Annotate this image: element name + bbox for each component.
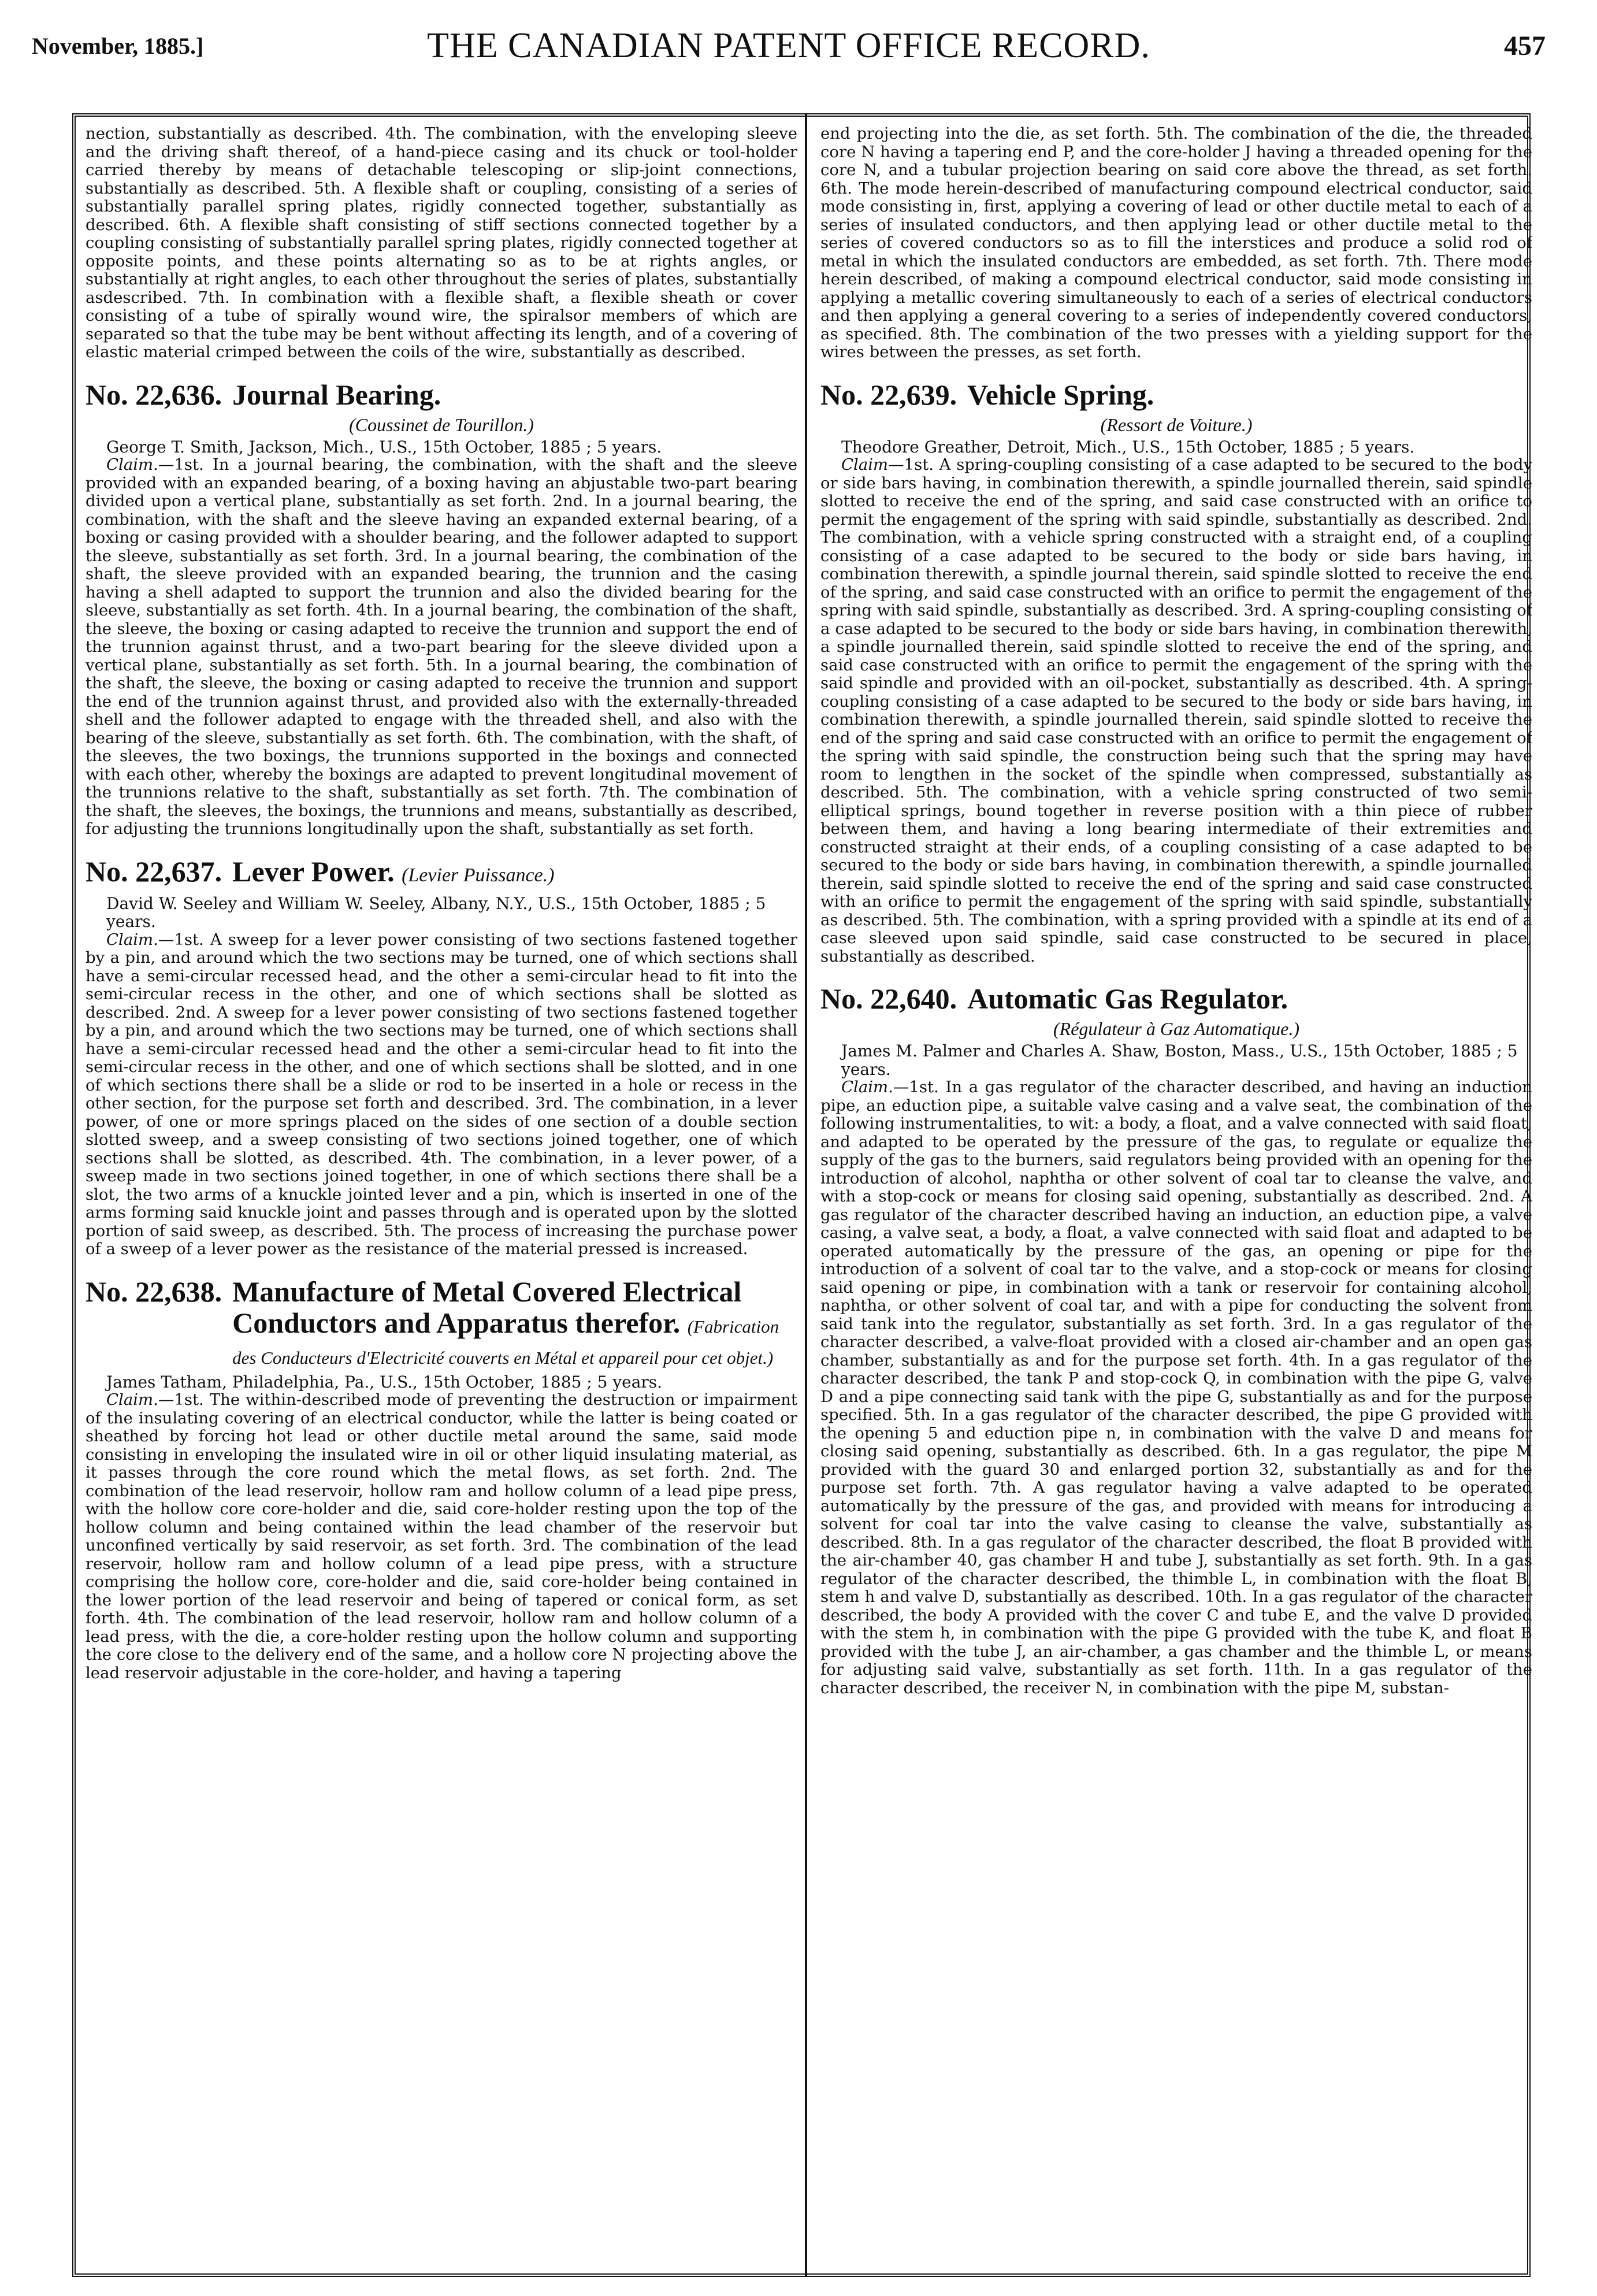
patent-heading (820, 379, 1532, 410)
issue-date: November, 1885.] (32, 33, 204, 59)
patent-heading (86, 379, 797, 410)
patent-heading (86, 1276, 797, 1370)
claims-body: —1st. In a journal bearing, the combination, with the shaft and the sleeve provided with an expanded bearing, of a boxing having an abjustable two-part bearing divided upon a vertical plane, substantially as set forth. 2nd. In a journal bearing, the combination, with the shaft and the sleeve having an expanded external bearing, of a boxing or casing provided with a shoulder bearing, and the follower adapted to support the sleeve, substantially as set forth. 3rd. In a journal bearing, the combination of the shaft, the sleeve provided with an expanded bearing, the trunnion and the casing having a shell adapted to support the trunnion and also the divided bearing for the sleeve, substantially as set forth. 4th. In a journal bearing, the combination of the shaft, the sleeve, the boxing or casing adapted to receive the trunnion and support the end of the trunnion against thrust, and a two-part bearing for the sleeve divided upon a vertical plane, substantially as set forth. 5th. In a journal bearing, the combination of the shaft, the sleeve, the boxing or casing adapted to receive the trunnion and support the end of the trunnion against thrust, and provided also with the externally-threaded shell and the follower adapted to engage with the threaded shell, and also with the bearing of the sleeve, substantially as set forth. 6th. The combination, with the shaft, of the sleeves, the two boxings, the trunnions supported in the boxings and connected with each other, whereby the boxings are adapted to prevent longitudinal movement of the trunnions relative to the shaft, substantially as set forth. 7th. The combination of the shaft, the sleeves, the boxings, the trunnions and means, substantially as described, for adjusting the trunnions longitudinally upon the shaft, substantially as set forth. (86, 455, 797, 838)
french-title: (Ressort de Voiture.) (1100, 414, 1253, 435)
claims-body: —1st. A spring-coupling consisting of a case adapted to be secured to the body or side bars having, in combination therewith, a spindle journalled therein, said spindle slotted to receive the end of the spring, and said case constructed with an orifice to permit the engagement of the spring with said spindle, substantially as described. 2nd. The combination, with a vehicle spring constructed with a straight end, of a coupling consisting of a case adapted to be secured to the body or side bars having, in combination therewith, a spindle journal therein, said spindle slotted to receive the end of the spring, and said case constructed with an orifice to permit the engagement of the spring with said spindle, substantially as described. 3rd. A spring-coupling consisting of a case adapted to be secured to the body or side bars having, in combination therewith, a spindle journalled therein, said spindle slotted to receive the end of the spring, and said case constructed with an orifice to permit the engagement of the spring with the said spindle and provided with an oil-pocket, substantially as described. 4th. A spring-coupling consisting of a case adapted to be secured to the body or side bars having, in combination therewith, a spindle journalled therein, said spindle slotted to receive the end of the spring and said case constructed with an orifice to permit the engagement of the spring with said spindle, the construction being such that the spring may have room to lengthen in the socket of the spindle when compressed, substantially as described. 5th. The combination, with a vehicle spring constructed of two semi-elliptical springs, bound together in reverse position with a thin piece of rubber between them, and having a long bearing intermediate of their extremities and constructed straight at their ends, of a coupling consisting of a case adapted to be secured to the body or side bars having, in combination therewith, a spindle journalled therein, said spindle slotted to receive the end of the spring and said case constructed with an orifice to permit the engagement of the spring with said spindle, substantially as described. 5th. The combination, with a spring provided with a spindle at its end of a case sleeved upon said spindle, said case constructed to be secured in place, substantially as described. (820, 455, 1532, 966)
patent-title: Vehicle Spring. (967, 378, 1154, 411)
inventor-line: James Tatham, Philadelphia, Pa., U.S., 15th October, 1885 ; 5 years. (106, 1372, 663, 1392)
inventor-line: James M. Palmer and Charles A. Shaw, Boston, Mass., U.S., 15th October, 1885 ; 5 years. (841, 1041, 1518, 1079)
claim-label: Claim. (106, 455, 158, 474)
french-title: (Fabrication des Conducteurs d'Electricité couverts en Métal et appareil pour cet objet.) (232, 1316, 779, 1368)
patent-number: No. 22,640. (820, 982, 957, 1015)
claims-text (86, 1391, 797, 1682)
inventor-line: Theodore Greather, Detroit, Mich., U.S., 15th October, 1885 ; 5 years. (841, 437, 1415, 457)
publication-title: THE CANADIAN PATENT OFFICE RECORD. (427, 26, 1150, 65)
patent-entry-22637 (86, 856, 797, 1259)
inventor-line: David W. Seeley and William W. Seeley, Albany, N.Y., U.S., 15th October, 1885 ; 5 years. (106, 893, 766, 931)
claim-label: Claim. (106, 1390, 158, 1409)
patent-number: No. 22,639. (820, 378, 957, 411)
column-divider (805, 113, 807, 2277)
claims-text (86, 931, 797, 1259)
patent-title: Automatic Gas Regulator. (967, 982, 1288, 1015)
patent-entry-22639 (820, 379, 1532, 966)
patent-entry-22640 (820, 983, 1532, 1697)
patent-number: No. 22,637. (86, 855, 222, 888)
patent-heading (86, 856, 797, 891)
continued-claims: nection, substantially as described. 4th. The combination, with the enveloping sleeve and the driving shaft thereof, of a hand-piece casing and its chuck or tool-holder carried thereby by means of detachable telescoping or slip-joint connections, substantially as described. 5th. A flexible shaft or coupling, consisting of a series of substantially parallel spring plates, rigidly connected together, substantially as described. 6th. A flexible shaft consisting of stiff sections connected together by a coupling consisting of substantially parallel spring plates, rigidly connected together at opposite points, and these points alternating so as to be at rights angles, or substantially at right angles, to each other throughout the series of plates, substantially asdescribed. 7th. In combination with a flexible shaft, a flexible sheath or cover consisting of a tube of spirally wound wire, the spiralsor members of which are separated so that the tube may be bent without affecting its length, and of a covering of elastic material crimped between the coils of the wire, substantially as described. (86, 125, 797, 361)
claim-label: Claim (841, 455, 889, 474)
patent-number: No. 22,638. (86, 1275, 222, 1308)
right-column (820, 125, 1532, 2263)
patent-title-block (232, 1276, 797, 1370)
patent-title: Journal Bearing. (232, 378, 441, 411)
patent-entry-22638 (86, 1276, 797, 1683)
left-column (86, 125, 797, 2263)
patent-title: Lever Power. (232, 855, 395, 888)
patent-number: No. 22,636. (86, 378, 222, 411)
claims-body: —1st. The within-described mode of preventing the destruction or impairment of the insulating covering of an electrical conductor, while the latter is being coated or sheathed by forcing hot lead or other ductile metal around the same, said mode consisting in enveloping the insulated wire in oil or other liquid insulating material, as it passes through the core round which the metal flows, as set forth. 2nd. The combination of the lead reservoir, hollow ram and hollow column of a lead pipe press, with the hollow core core-holder and die, said core-holder resting upon the top of the hollow column and being contained within the lead chamber of the reservoir but unconfined vertically by said reservoir, as set forth. 3rd. The combination of the lead reservoir, hollow ram and hollow column of a lead pipe press, with a structure comprising the hollow core, core-holder and die, said core-holder being contained in the lower portion of the lead reservoir and being of tapered or conical form, as set forth. 4th. The combination of the lead reservoir, hollow ram and hollow column of a lead press, with the die, a core-holder resting upon the hollow column and supporting the core close to the delivery end of the same, and a hollow core N projecting above the lead reservoir adjustable in the core-holder, and having a tapering (86, 1390, 797, 1682)
patent-heading (820, 983, 1532, 1014)
continued-claims: end projecting into the die, as set forth. 5th. The combination of the die, the threaded core N having a tapering end P, and the core-holder J having a threaded opening for the core N, and a tubular projection bearing on said core above the thread, as set forth. 6th. The mode herein-described of manufacturing compound electrical conductor, said mode consisting in, first, applying a covering of lead or other ductile metal to each of a series of insulated conductors, and then applying lead or other ductile metal to the series of covered conductors so as to fill the interstices and produce a solid rod of metal in which the insulated conductors are embedded, as set forth. 7th. There mode herein described, of making a compound electrical conductor, said mode consisting in applying a metallic covering simultaneously to each of a series of electrical conductors and then applying a general covering to a series of independently covered conductors, as specified. 8th. The combination of the two presses with a yielding support for the wires between the presses, as set forth. (820, 125, 1532, 361)
claims-text (820, 456, 1532, 966)
claims-body: —1st. In a gas regulator of the character described, and having an induction pipe, an eduction pipe, a suitable valve casing and a valve seat, the combination of the following instrumentalities, to wit: a body, a float, and a valve connected with said float, and adapted to be operated by the pressure of the gas, to regulate or equalize the supply of the gas to the burners, said regulators being provided with an opening for the introduction of alcohol, naphtha or other solvent of coal tar to cleanse the valve, and with a stop-cock or means for closing said opening, substantially as described. 2nd. A gas regulator of the character described having an induction, an eduction pipe, a valve casing, a valve seat, a body, a float, a valve connected with said float and adapted to be operated automatically by the pressure of the gas, an opening or pipe for the introduction of a solvent of coal tar to the valve, and a stop-cock or means for closing said opening or pipe, in combination with a tank or reservoir for containing alcohol, naphtha, or other solvent of coal tar, and with a pipe for conducting the solvent from said tank into the regulator, substantially as set forth. 3rd. In a gas regulator of the character described, a valve-float provided with a closed air-chamber and an open gas chamber, substantially as and for the purpose set forth. 4th. In a gas regulator of the character described, the tank P and stop-cock Q, in combination with the pipe G, valve D and a pipe connecting said tank with the pipe G, substantially as and for the purpose specified. 5th. In a gas regulator of the character described, the pipe G provided with the opening 5 and eduction pipe n, in combination with the valve D and means for closing said opening, substantially as described. 6th. In a gas regulator, the pipe M provided with the guard 30 and enlarged portion 32, substantially as and for the purpose set forth. 7th. A gas regulator having a valve adapted to be operated automatically by the pressure of the gas, and provided with means for introducing a solvent for coal tar into the valve casing to cleanse the valve, substantially as described. 8th. In a gas regulator of the character described, the float B provided with the air-chamber 40, gas chamber H and tube J, substantially as set forth. 9th. In a gas regulator of the character described, the thimble L, in combination with the float B, stem h and valve D, substantially as described. 10th. In a gas regulator of the character described, the body A provided with the cover C and tube E, and the valve D provided with the stem h, in combination with the pipe G provided with the tube K, and float B provided with the tube J, an air-chamber, a gas chamber and the thimble L, or means for adjusting said valve, substantially as set forth. 11th. In a gas regulator of the character described, the receiver N, in combination with the pipe M, substan- (820, 1078, 1532, 1697)
page-header (32, 22, 1546, 68)
page-number: 457 (1504, 31, 1546, 61)
claims-body: —1st. A sweep for a lever power consisting of two sections fastened together by a pin, and around which the two sections may be turned, one of which sections shall have a semi-circular recessed head, and the other a semi-circular head to fit into the semi-circular recess in the other, and one of which sections shall be slotted as described. 2nd. A sweep for a lever power consisting of two sections fastened together by a pin, and around which the two sections may be turned, one of which sections shall have a semi-circular recessed head and the other a semi-circular head to fit into the semi-circular recess in the other, and one of which sections shall be slotted, and in one of which sections there shall be a slide or rod to be inserted in a hole or recess in the other section, for the purpose set forth and described. 3rd. The combination, in a lever power, of one or more springs placed on the sides of one section of a double section slotted sweep, and a sweep consisting of two sections joined together, one of which sections shall be slotted, as described. 4th. The combination, in a lever power, of a sweep made in two sections joined together, in one of which sections there shall be a slot, the two arms of a knuckle jointed lever and a pin, which is inserted in one of the arms forming said knuckle joint and passes through and is operated upon by the slotted portion of said sweep, as described. 5th. The process of increasing the purchase power of a sweep of a lever power as the resistance of the material pressed is increased. (86, 930, 797, 1258)
patent-title: Manufacture of Metal Covered Electrical Conductors and Apparatus therefor. (232, 1275, 742, 1339)
claims-text (86, 456, 797, 839)
claim-label: Claim. (106, 930, 158, 949)
patent-entry-22636 (86, 379, 797, 839)
french-title: (Coussinet de Tourillon.) (349, 414, 534, 435)
french-title: (Régulateur à Gaz Automatique.) (1053, 1018, 1299, 1039)
inventor-line: George T. Smith, Jackson, Mich., U.S., 15th October, 1885 ; 5 years. (106, 437, 662, 457)
claim-label: Claim. (841, 1078, 893, 1096)
french-title: (Levier Puissance.) (402, 864, 555, 886)
claims-text (820, 1078, 1532, 1697)
